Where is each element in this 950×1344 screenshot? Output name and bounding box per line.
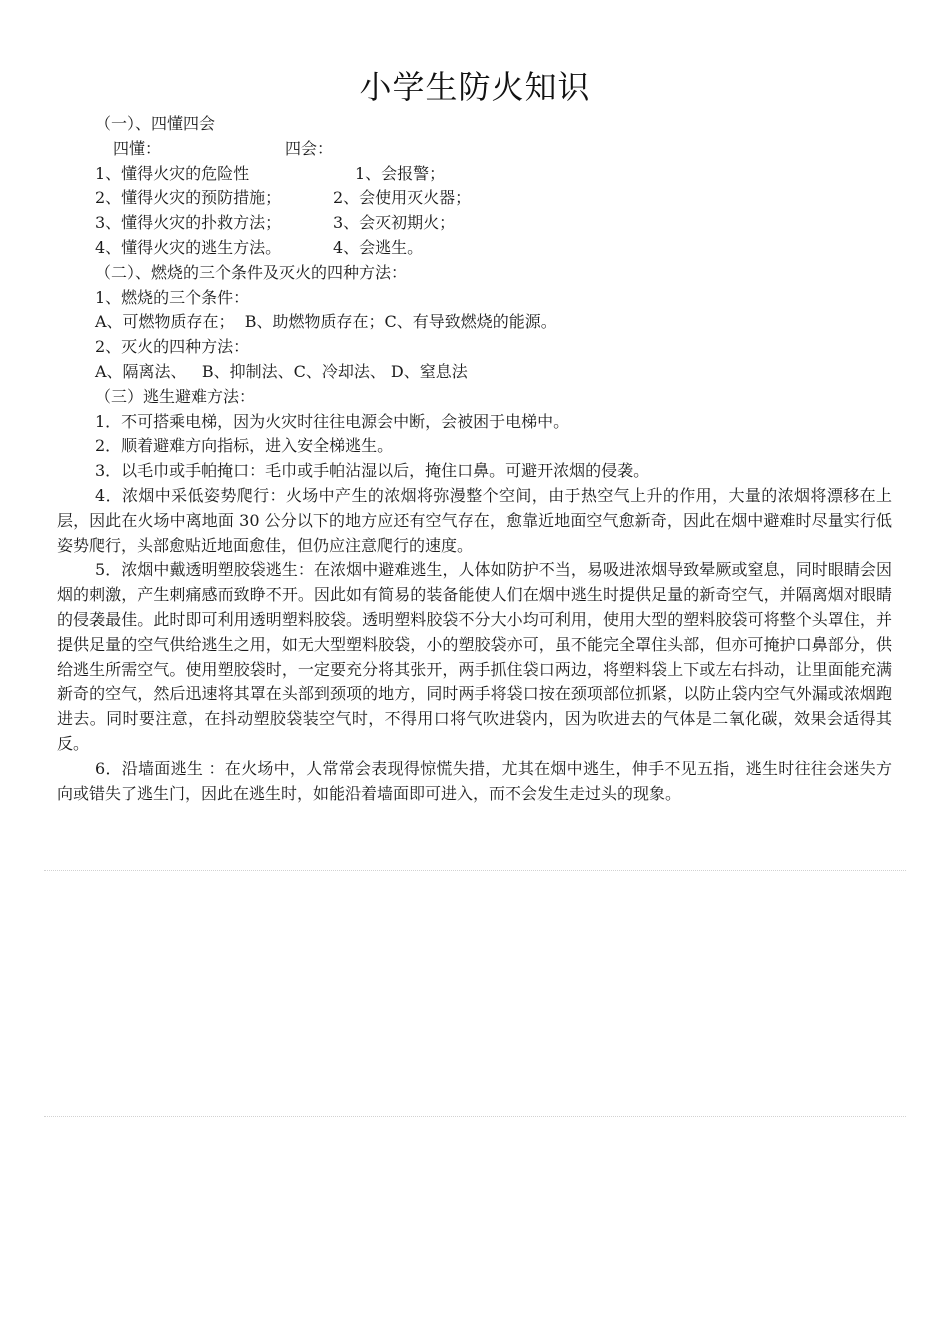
two-column-labels [57, 137, 892, 162]
document-title: 小学生防火知识 [359, 68, 591, 106]
escape-item-paragraph: 5．浓烟中戴透明塑胶袋逃生：在浓烟中避难逃生，人体如防护不当，易吸进浓烟导致晕厥或窒息，同时眼睛会因烟的刺激，产生刺痛感而致睁不开。因此如有简易的装备能使人们在烟中逃生时提供足量的新奇空气，并隔离烟对眼睛的侵袭最佳。此时即可利用透明塑料胶袋。透明塑料胶袋不分大小均可利用，使用大型的塑料胶袋可将整个头罩住，并提供足量的空气供给逃生之用，如无大型塑料胶袋，小的塑胶袋亦可，虽不能完全罩住头部，但亦可掩护口鼻部分，供给逃生所需空气。使用塑胶袋时，一定要充分将其张开，两手抓住袋口两边，将塑料袋上下或左右抖动，让里面能充满新奇的空气，然后迅速将其罩在头部到颈项的地方，同时两手将袋口按在颈项部位抓紧，以防止袋内空气外漏或浓烟跑进去。同时要注意，在抖动塑胶袋装空气时，不得用口将气吹进袋内，因为吹进去的气体是二氧化碳，效果会适得其反。 [57, 560, 892, 753]
two-column-row [57, 186, 892, 211]
two-column-row [57, 236, 892, 261]
understand-item: 4、懂得火灾的逃生方法。 [95, 237, 282, 257]
page-divider [44, 1116, 906, 1117]
two-column-row [57, 162, 892, 187]
can-item: 2、会使用灭火器； [333, 188, 472, 208]
two-column-row [57, 211, 892, 236]
combustion-conditions-items: A、可燃物质存在； B、助燃物质存在；C、有导致燃烧的能源。 [95, 312, 557, 332]
section-heading-four-understand-four-can: （一）、四懂四会 [95, 114, 216, 133]
understand-item: 3、懂得火灾的扑救方法； [95, 213, 282, 233]
can-item: 4、会逃生。 [333, 237, 424, 257]
four-understand-label: 四懂： [113, 138, 162, 158]
document-body [57, 112, 892, 806]
escape-item-paragraph: 6．沿墙面逃生 ：在火场中，人常常会表现得惊慌失措，尤其在烟中逃生，伸手不见五指，逃生时往往会迷失方向或错失了逃生门，因此在逃生时，如能沿着墙面即可进入，而不会发生走过头的现象。 [57, 758, 892, 803]
extinguish-methods-label: 2、灭火的四种方法： [95, 337, 250, 357]
section-heading-combustion: （二）、燃烧的三个条件及灭火的四种方法： [95, 262, 408, 282]
page-divider [44, 870, 906, 871]
can-item: 1、会报警； [355, 163, 446, 183]
combustion-conditions-label: 1、燃烧的三个条件： [95, 287, 250, 307]
understand-item: 2、懂得火灾的预防措施； [95, 188, 282, 208]
four-can-label: 四会： [285, 138, 334, 158]
can-item: 3、会灭初期火； [333, 213, 456, 233]
extinguish-methods-items: A、隔离法、 B、抑制法、C、冷却法、 D、窒息法 [95, 361, 468, 381]
escape-item: 2．顺着避难方向指标，进入安全梯逃生。 [95, 436, 394, 456]
escape-item: 1．不可搭乘电梯，因为火灾时往往电源会中断，会被困于电梯中。 [95, 411, 570, 431]
escape-item-paragraph: 4．浓烟中采低姿势爬行：火场中产生的浓烟将弥漫整个空间，由于热空气上升的作用，大量的浓烟将漂移在上层，因此在火场中离地面 30 公分以下的地方应还有空气存在，愈靠近地面空气愈新奇，因此在烟中避难时尽量实行低姿势爬行，头部愈贴近地面愈佳，但仍应注意爬行的速度。 [57, 485, 892, 555]
escape-item: 3．以毛巾或手帕掩口：毛巾或手帕沾湿以后，掩住口鼻。可避开浓烟的侵袭。 [95, 461, 650, 481]
understand-item: 1、懂得火灾的危险性 [95, 163, 250, 183]
section-heading-escape: （三）逃生避难方法： [95, 386, 256, 406]
